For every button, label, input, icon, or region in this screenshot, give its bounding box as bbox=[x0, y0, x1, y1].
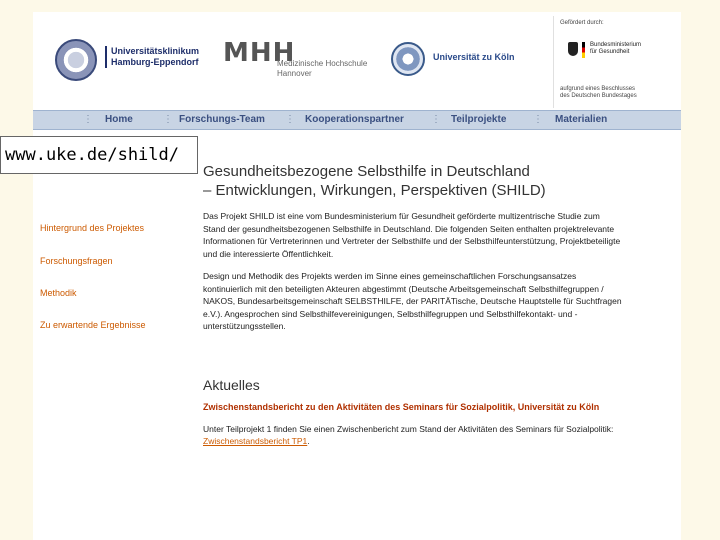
uke-logo-text[interactable] bbox=[105, 46, 199, 68]
news-heading: Aktuelles bbox=[203, 376, 260, 393]
mhh-logo-text bbox=[277, 59, 367, 79]
news-text bbox=[203, 423, 623, 448]
koeln-seal-icon bbox=[391, 42, 425, 76]
page-title bbox=[203, 162, 623, 200]
nav-separator: ⋮ bbox=[83, 114, 93, 125]
intro-paragraph: Das Projekt SHILD ist eine vom Bundesministerium für Gesundheit geförderte multizentrische Studie zum Stand der gesundheitsbezogenen Selbsthilfe in Deutschland. Die folgenden Seiten enthalten projektrelevante Informationen für Vertreterinnen und Vertreter der Selbsthilfe und der Selbsthilfeunterstützung, Projektbeteiligte und die interessierte Öffentlichkeit. bbox=[203, 211, 621, 259]
nav-materialien[interactable]: Materialien bbox=[555, 114, 608, 125]
bmg-bottom1: aufgrund eines Beschlusses bbox=[560, 86, 636, 92]
nav-home[interactable]: Home bbox=[105, 114, 133, 125]
sidebar-item-methodik[interactable]: Methodik bbox=[40, 288, 77, 298]
bmg-resolution bbox=[560, 86, 637, 100]
mhh-line1: Medizinische Hochschule bbox=[277, 59, 368, 68]
bmg-name bbox=[590, 42, 641, 56]
federal-eagle-icon bbox=[568, 42, 578, 56]
report-link[interactable]: Zwischenstandsbericht TP1 bbox=[203, 436, 308, 446]
nav-separator: ⋮ bbox=[285, 114, 295, 125]
title-line1: Gesundheitsbezogene Selbsthilfe in Deutschland bbox=[203, 163, 530, 180]
uke-line2: Hamburg-Eppendorf bbox=[111, 57, 199, 67]
bmg-line1: Bundesministerium bbox=[590, 42, 642, 48]
nav-forschungs-team[interactable]: Forschungs-Team bbox=[179, 114, 265, 125]
nav-teilprojekte[interactable]: Teilprojekte bbox=[451, 114, 507, 125]
sidebar-item-forschungsfragen[interactable]: Forschungsfragen bbox=[40, 256, 113, 266]
header-logos bbox=[33, 12, 681, 110]
nav-separator: ⋮ bbox=[533, 114, 543, 125]
bmg-funded-by: Gefördert durch: bbox=[560, 20, 604, 26]
news-text-end: . bbox=[307, 436, 310, 446]
uke-line1: Universitätsklinikum bbox=[111, 46, 200, 56]
main-nav bbox=[33, 110, 681, 130]
sidebar-item-ergebnisse[interactable]: Zu erwartende Ergebnisse bbox=[40, 320, 146, 330]
uke-emblem-icon bbox=[55, 39, 97, 81]
nav-separator: ⋮ bbox=[163, 114, 173, 125]
koeln-logo-text[interactable]: Universität zu Köln bbox=[433, 52, 515, 62]
bmg-funding-box bbox=[553, 16, 681, 108]
nav-kooperationspartner[interactable]: Kooperationspartner bbox=[305, 114, 404, 125]
webpage bbox=[33, 12, 681, 540]
method-paragraph: Design und Methodik des Projekts werden im Sinne eines gemeinschaftlichen Forschungsansatzes kontinuierlich mit den beteiligten Akteuren abgestimmt (Deutsche Arbeitsgemeinschaft Selbsthilfegruppen / NAKOS, Bundesarbeitsgemeinschaft SELBSTHILFE, der PARITÄTische, Deutsche Hauptstelle für Suchtfragen e.V.). Angesprochen sind Selbsthilfevereinigungen, Selbsthilfegruppen und Selbsthilfekontakt- und -unterstützungsstellen. bbox=[203, 271, 622, 331]
bmg-line2: für Gesundheit bbox=[590, 49, 630, 55]
german-flag-icon bbox=[582, 42, 585, 58]
title-line2: – Entwicklungen, Wirkungen, Perspektiven (SHILD) bbox=[203, 182, 546, 199]
nav-separator: ⋮ bbox=[431, 114, 441, 125]
news-text-body: Unter Teilprojekt 1 finden Sie einen Zwischenbericht zum Stand der Aktivitäten des Seminars für Sozialpolitik: bbox=[203, 423, 614, 434]
news-subheading[interactable]: Zwischenstandsbericht zu den Aktivitäten des Seminars für Sozialpolitik, Universität zu Köln bbox=[203, 401, 600, 412]
sidebar-item-hintergrund[interactable]: Hintergrund des Projektes bbox=[40, 223, 145, 233]
mhh-logo-mark[interactable]: MHH bbox=[223, 38, 296, 68]
url-label: www.uke.de/shild/ bbox=[0, 136, 198, 174]
main-content bbox=[203, 162, 623, 448]
bmg-bottom2: des Deutschen Bundestages bbox=[560, 93, 637, 99]
mhh-line2: Hannover bbox=[277, 69, 312, 78]
